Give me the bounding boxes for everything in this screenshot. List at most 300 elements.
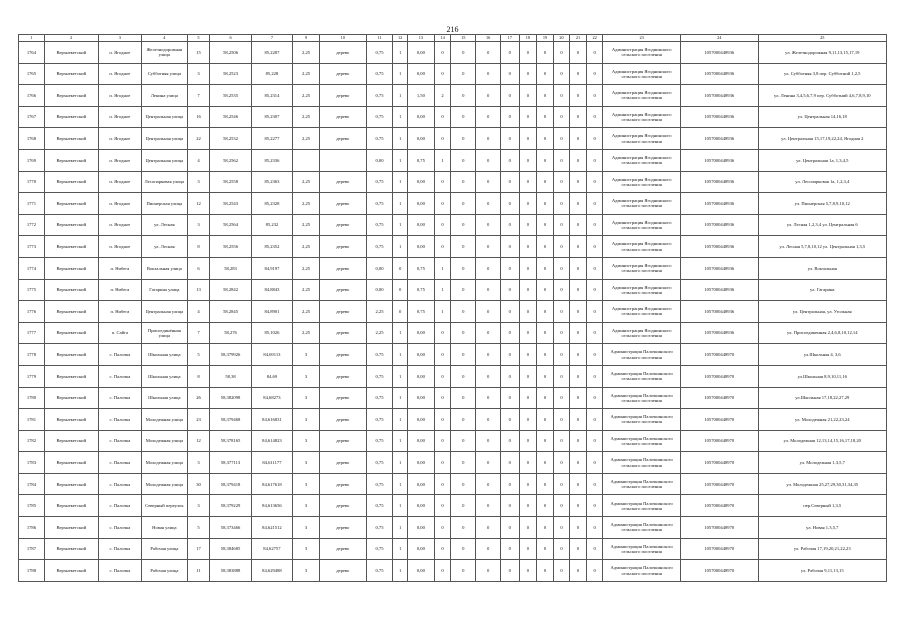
table-cell: 1057000448970 — [680, 473, 758, 495]
table-cell: 0 — [553, 452, 570, 474]
table-cell: ул. Лесная — [142, 214, 188, 236]
table-cell: 0 — [586, 473, 603, 495]
table-row — [19, 85, 887, 107]
table-cell: пер.Северный 1,3,5 — [758, 495, 886, 517]
table-cell: ул. Лесопарковая 1а, 1,2,3,4 — [758, 171, 886, 193]
table-cell: 0 — [586, 517, 603, 539]
table-cell: 0 — [434, 473, 451, 495]
table-cell: п. Ягодное — [98, 149, 141, 171]
table-cell: 0 — [501, 538, 520, 560]
table-cell: 0,75 — [366, 430, 393, 452]
table-cell: 0 — [476, 171, 501, 193]
table-cell: 0,00 — [407, 236, 434, 258]
table-cell: дерево — [320, 365, 367, 387]
table-cell: 1 — [393, 430, 407, 452]
table-row — [19, 128, 887, 150]
table-cell: 0,00 — [366, 257, 393, 279]
table-cell: Школьная улица — [142, 387, 188, 409]
table-cell: Администрация Палочкинского сельского поселения — [603, 517, 681, 539]
table-cell: 6 — [187, 257, 210, 279]
table-cell: 85,2352 — [251, 236, 292, 258]
table-cell: 1770 — [19, 171, 45, 193]
table-cell: 0 — [434, 517, 451, 539]
table-cell: 0,75 — [366, 42, 393, 64]
column-header: 20 — [553, 35, 570, 42]
registry-table — [18, 34, 887, 582]
table-cell: 1 — [434, 301, 451, 323]
table-cell: 0 — [501, 495, 520, 517]
table-row — [19, 279, 887, 301]
table-cell: 1776 — [19, 301, 45, 323]
table-cell: 0 — [434, 452, 451, 474]
column-header: 9 — [293, 35, 320, 42]
table-cell: Присоединённая улица — [142, 322, 188, 344]
table-cell: 0,00 — [407, 214, 434, 236]
table-cell: 0 — [586, 344, 603, 366]
table-cell: 1 — [393, 171, 407, 193]
table-cell: 0 — [501, 344, 520, 366]
table-row — [19, 42, 887, 64]
table-cell: 0 — [519, 42, 537, 64]
column-header: 15 — [451, 35, 476, 42]
table-cell: 0 — [476, 495, 501, 517]
table-cell: 1 — [393, 387, 407, 409]
table-cell: 16 — [187, 106, 210, 128]
table-row — [19, 517, 887, 539]
table-cell: 58,378165 — [210, 430, 251, 452]
table-cell: 84,9197 — [251, 257, 292, 279]
table-cell: 85,2314 — [251, 85, 292, 107]
table-cell: 1 — [393, 149, 407, 171]
table-cell: 0 — [451, 452, 476, 474]
column-header: 3 — [98, 35, 141, 42]
column-header: 19 — [537, 35, 554, 42]
table-cell: 11 — [187, 560, 210, 582]
table-cell: 0,00 — [407, 171, 434, 193]
table-cell: 1057000448936 — [680, 279, 758, 301]
table-cell: 0 — [586, 452, 603, 474]
table-cell: 5 — [187, 344, 210, 366]
table-cell: 1057000448970 — [680, 495, 758, 517]
table-cell: 85,2363 — [251, 171, 292, 193]
table-cell: 2,25 — [293, 85, 320, 107]
table-cell: 0 — [519, 344, 537, 366]
table-cell: 1779 — [19, 365, 45, 387]
table-cell: 1773 — [19, 236, 45, 258]
table-row — [19, 538, 887, 560]
table-cell: 84,8843 — [251, 279, 292, 301]
table-cell: 1765 — [19, 63, 45, 85]
table-cell: 17 — [187, 538, 210, 560]
table-cell: 84,69113 — [251, 344, 292, 366]
table-cell: ул. Лесная — [142, 236, 188, 258]
table-cell: Верхнекетский — [44, 257, 98, 279]
table-cell: Центральная улица — [142, 301, 188, 323]
table-cell: 0,75 — [366, 106, 393, 128]
table-cell: 85,1026 — [251, 322, 292, 344]
table-cell: 0 — [451, 42, 476, 64]
table-cell: 85,2277 — [251, 128, 292, 150]
table-cell: 0 — [476, 149, 501, 171]
table-cell: 0 — [476, 365, 501, 387]
table-cell: 0,00 — [366, 279, 393, 301]
table-cell: 0 — [434, 171, 451, 193]
table-cell: Ленина улица — [142, 85, 188, 107]
table-cell: 0,00 — [407, 344, 434, 366]
table-cell: 1785 — [19, 495, 45, 517]
table-cell: 0 — [537, 452, 554, 474]
table-cell: 0 — [519, 85, 537, 107]
table-cell: с. Палочка — [98, 344, 141, 366]
table-cell: 0,00 — [407, 365, 434, 387]
table-cell: 1 — [434, 149, 451, 171]
table-cell: 1057000448936 — [680, 257, 758, 279]
table-cell — [320, 149, 367, 171]
table-cell: 3 — [187, 452, 210, 474]
table-cell: 0 — [553, 409, 570, 431]
table-cell: ул. Гагарина — [758, 279, 886, 301]
table-cell: 2,25 — [293, 42, 320, 64]
table-cell: 3 — [293, 452, 320, 474]
table-cell: Верхнекетский — [44, 128, 98, 150]
table-cell: дерево — [320, 85, 367, 107]
table-cell: 1 — [393, 322, 407, 344]
table-cell: 1769 — [19, 149, 45, 171]
table-cell: ул. Центральная 1а, 1,3,4,5 — [758, 149, 886, 171]
table-cell: Администрация Ягоднинского сельского поселения — [603, 236, 681, 258]
table-cell: 1057000448936 — [680, 171, 758, 193]
table-cell: 0,75 — [407, 301, 434, 323]
column-header: 23 — [603, 35, 681, 42]
table-cell: 0 — [501, 279, 520, 301]
table-cell: Администрация Ягоднинского сельского поселения — [603, 63, 681, 85]
table-cell: 12 — [187, 430, 210, 452]
table-cell: Верхнекетский — [44, 409, 98, 431]
column-header: 13 — [407, 35, 434, 42]
table-cell: 0 — [586, 387, 603, 409]
table-cell: Верхнекетский — [44, 387, 98, 409]
table-cell: 0 — [537, 560, 554, 582]
table-cell: 0 — [553, 430, 570, 452]
table-row — [19, 301, 887, 323]
table-cell: п. Нибега — [98, 301, 141, 323]
table-cell: 0 — [434, 106, 451, 128]
table-cell: 4 — [187, 301, 210, 323]
table-cell: ул. Лесная 5,7,8,10,12 ул. Центральная 1,3,5 — [758, 236, 886, 258]
table-cell: п. Ягодное — [98, 85, 141, 107]
table-cell: дерево — [320, 63, 367, 85]
table-cell: Железнодорожная улица — [142, 42, 188, 64]
table-cell: 5 — [187, 517, 210, 539]
table-cell: 58,2556 — [210, 236, 251, 258]
table-cell: 0,75 — [366, 128, 393, 150]
table-cell: 3 — [293, 560, 320, 582]
table-cell: 0 — [451, 387, 476, 409]
table-cell: 0,75 — [366, 538, 393, 560]
table-cell: с. Палочка — [98, 560, 141, 582]
table-cell: 2 — [434, 85, 451, 107]
table-cell: 0,00 — [407, 452, 434, 474]
table-cell: Верхнекетский — [44, 538, 98, 560]
table-cell: п. Ягодное — [98, 214, 141, 236]
table-cell: Молодежная улица — [142, 452, 188, 474]
table-cell: 1 — [393, 85, 407, 107]
table-cell: 0 — [501, 387, 520, 409]
table-cell: 0,00 — [407, 430, 434, 452]
table-cell: 3 — [293, 409, 320, 431]
table-cell: 58,276 — [210, 322, 251, 344]
table-cell: 58,383888 — [210, 560, 251, 582]
table-cell: 0 — [553, 214, 570, 236]
column-header: 10 — [320, 35, 367, 42]
table-cell: Верхнекетский — [44, 42, 98, 64]
table-cell: 1057000448936 — [680, 85, 758, 107]
table-cell: 0 — [451, 236, 476, 258]
table-cell: 0 — [537, 63, 554, 85]
table-cell: 1767 — [19, 106, 45, 128]
table-cell: Администрация Ягоднинского сельского поселения — [603, 193, 681, 215]
table-cell: 0 — [586, 322, 603, 344]
table-cell: 2,25 — [293, 193, 320, 215]
table-cell: 58,382098 — [210, 387, 251, 409]
table-cell: Верхнекетский — [44, 495, 98, 517]
table-cell: 0,00 — [407, 409, 434, 431]
table-cell: п. Ягодное — [98, 106, 141, 128]
table-cell: 0 — [519, 473, 537, 495]
table-cell: 0 — [476, 387, 501, 409]
table-cell: 0 — [519, 193, 537, 215]
table-cell: Верхнекетский — [44, 452, 98, 474]
table-cell: 0 — [451, 279, 476, 301]
table-cell: 1 — [434, 257, 451, 279]
table-cell: ул. Центральная 14,16,18 — [758, 106, 886, 128]
table-cell: 0 — [586, 538, 603, 560]
table-cell: 0 — [586, 214, 603, 236]
table-cell: Верхнекетский — [44, 279, 98, 301]
table-cell: 0 — [434, 495, 451, 517]
table-cell: 0 — [553, 365, 570, 387]
table-cell: Верхнекетский — [44, 106, 98, 128]
table-cell: 0 — [476, 538, 501, 560]
table-cell: 0 — [570, 42, 587, 64]
table-cell: 0 — [553, 538, 570, 560]
table-cell: дерево — [320, 128, 367, 150]
table-cell: 0 — [553, 193, 570, 215]
table-cell: 0 — [586, 279, 603, 301]
table-cell: 0,00 — [407, 538, 434, 560]
table-cell: Верхнекетский — [44, 193, 98, 215]
table-cell: 58,379926 — [210, 344, 251, 366]
table-cell: 58,2535 — [210, 85, 251, 107]
table-row — [19, 257, 887, 279]
table-cell: ул. Рабочая 17,19,20,21,22,23 — [758, 538, 886, 560]
table-cell: 13 — [187, 279, 210, 301]
table-cell: 2,25 — [293, 257, 320, 279]
table-cell: 1783 — [19, 452, 45, 474]
table-cell: 0 — [553, 279, 570, 301]
table-cell: 0 — [451, 495, 476, 517]
table-cell: 0,75 — [407, 149, 434, 171]
table-cell: 0 — [451, 106, 476, 128]
table-cell: Верхнекетский — [44, 236, 98, 258]
table-cell: 0 — [553, 85, 570, 107]
column-header: 11 — [366, 35, 393, 42]
table-cell: ул. Новая 1,3,5,7 — [758, 517, 886, 539]
table-cell: 0 — [434, 560, 451, 582]
table-cell: 0,75 — [366, 517, 393, 539]
table-cell: 0 — [570, 214, 587, 236]
table-cell: дерево — [320, 409, 367, 431]
table-cell: 0 — [476, 517, 501, 539]
table-cell: 58,2845 — [210, 301, 251, 323]
table-cell: 0 — [451, 214, 476, 236]
table-row — [19, 560, 887, 582]
table-cell: 0 — [537, 279, 554, 301]
table-cell: 0 — [553, 63, 570, 85]
table-cell: 0 — [519, 301, 537, 323]
table-cell: 26 — [187, 387, 210, 409]
table-cell: 0 — [537, 42, 554, 64]
table-cell: 1057000448970 — [680, 365, 758, 387]
table-cell: 0 — [519, 517, 537, 539]
table-cell: 0 — [451, 63, 476, 85]
table-cell: 84,613656 — [251, 495, 292, 517]
table-cell: 1 — [393, 365, 407, 387]
table-cell: 0,75 — [366, 387, 393, 409]
table-cell: с. Палочка — [98, 495, 141, 517]
table-cell: 12 — [187, 193, 210, 215]
table-cell: Администрация Ягоднинского сельского поселения — [603, 149, 681, 171]
table-cell: ул. Субботняя 3,8 пер. Субботний 1,2,5 — [758, 63, 886, 85]
table-cell: 0 — [476, 63, 501, 85]
table-cell: 0,00 — [407, 473, 434, 495]
table-cell: Пионерская улица — [142, 193, 188, 215]
table-cell: 0 — [586, 42, 603, 64]
table-cell: 58,373466 — [210, 517, 251, 539]
table-cell: 0 — [476, 279, 501, 301]
column-header: 16 — [476, 35, 501, 42]
table-cell: 0 — [451, 538, 476, 560]
table-cell: 0 — [451, 257, 476, 279]
table-cell: с. Палочка — [98, 365, 141, 387]
table-cell: 0 — [476, 452, 501, 474]
table-cell: 0 — [586, 193, 603, 215]
table-cell: 1768 — [19, 128, 45, 150]
table-cell: 85,2307 — [251, 106, 292, 128]
table-cell: Центральная улица — [142, 128, 188, 150]
table-cell: дерево — [320, 387, 367, 409]
table-cell: Верхнекетский — [44, 430, 98, 452]
table-cell: 8 — [187, 365, 210, 387]
table-cell: 0 — [434, 409, 451, 431]
table-cell: 0 — [434, 128, 451, 150]
column-header: 12 — [393, 35, 407, 42]
table-cell: 2,25 — [293, 236, 320, 258]
table-cell: 0 — [393, 279, 407, 301]
table-cell: 3 — [187, 63, 210, 85]
table-cell: Молодежная улица — [142, 473, 188, 495]
table-cell: 1057000448970 — [680, 517, 758, 539]
table-cell: 1057000448970 — [680, 560, 758, 582]
table-cell: дерево — [320, 279, 367, 301]
table-cell: 0 — [519, 171, 537, 193]
table-cell: 0,75 — [366, 214, 393, 236]
table-cell: 0 — [537, 538, 554, 560]
table-cell: 0 — [537, 517, 554, 539]
table-cell: 8 — [187, 236, 210, 258]
table-cell: п. Ягодное — [98, 63, 141, 85]
table-cell: 0 — [501, 365, 520, 387]
table-cell: 0 — [519, 106, 537, 128]
table-cell: 0 — [586, 495, 603, 517]
table-cell: 1057000448970 — [680, 452, 758, 474]
table-cell: 0,75 — [366, 365, 393, 387]
table-row — [19, 149, 887, 171]
table-cell: 7 — [187, 322, 210, 344]
table-cell: 84,614823 — [251, 430, 292, 452]
table-cell: 0,00 — [407, 42, 434, 64]
table-cell: 58,2564 — [210, 214, 251, 236]
table-cell: 0 — [553, 473, 570, 495]
table-cell: 0 — [519, 236, 537, 258]
table-cell: ул. Рабочая 9,11,13,15 — [758, 560, 886, 582]
table-cell: 0,00 — [407, 560, 434, 582]
table-cell: 0 — [570, 538, 587, 560]
table-cell: 0 — [434, 322, 451, 344]
table-cell: 58,2562 — [210, 149, 251, 171]
table-cell: дерево — [320, 560, 367, 582]
table-row — [19, 473, 887, 495]
table-cell: 0 — [501, 452, 520, 474]
table-cell: 0 — [519, 495, 537, 517]
table-cell: 0 — [586, 560, 603, 582]
table-row — [19, 63, 887, 85]
table-cell: 1057000448936 — [680, 214, 758, 236]
table-cell: п. Ягодное — [98, 236, 141, 258]
table-cell: 30 — [187, 473, 210, 495]
table-cell: 0 — [519, 279, 537, 301]
table-cell: 0 — [570, 236, 587, 258]
table-cell: 0 — [451, 409, 476, 431]
table-cell: ул.Школьная 4, 3,6 — [758, 344, 886, 366]
table-cell: 0,75 — [366, 409, 393, 431]
table-cell: 0 — [586, 85, 603, 107]
table-cell: 0 — [570, 193, 587, 215]
table-cell: 0,00 — [407, 106, 434, 128]
table-cell: 0,75 — [366, 63, 393, 85]
table-cell: 58,2543 — [210, 193, 251, 215]
table-cell: 58,379468 — [210, 409, 251, 431]
table-cell: 1774 — [19, 257, 45, 279]
table-cell: 0 — [434, 42, 451, 64]
table-cell: 0 — [570, 495, 587, 517]
table-cell: 0 — [537, 106, 554, 128]
table-cell: 0 — [501, 301, 520, 323]
table-cell: Верхнекетский — [44, 149, 98, 171]
table-cell: 0 — [519, 257, 537, 279]
table-cell: Администрация Палочкинского сельского поселения — [603, 387, 681, 409]
table-cell: 85,2287 — [251, 42, 292, 64]
table-cell: дерево — [320, 538, 367, 560]
table-cell — [293, 149, 320, 171]
table-cell: 85,2328 — [251, 193, 292, 215]
table-cell: дерево — [320, 193, 367, 215]
table-cell: 1 — [393, 560, 407, 582]
table-cell: дерево — [320, 495, 367, 517]
table-cell: 0,00 — [366, 149, 393, 171]
table-cell: 0 — [519, 430, 537, 452]
table-cell: 1057000448936 — [680, 301, 758, 323]
